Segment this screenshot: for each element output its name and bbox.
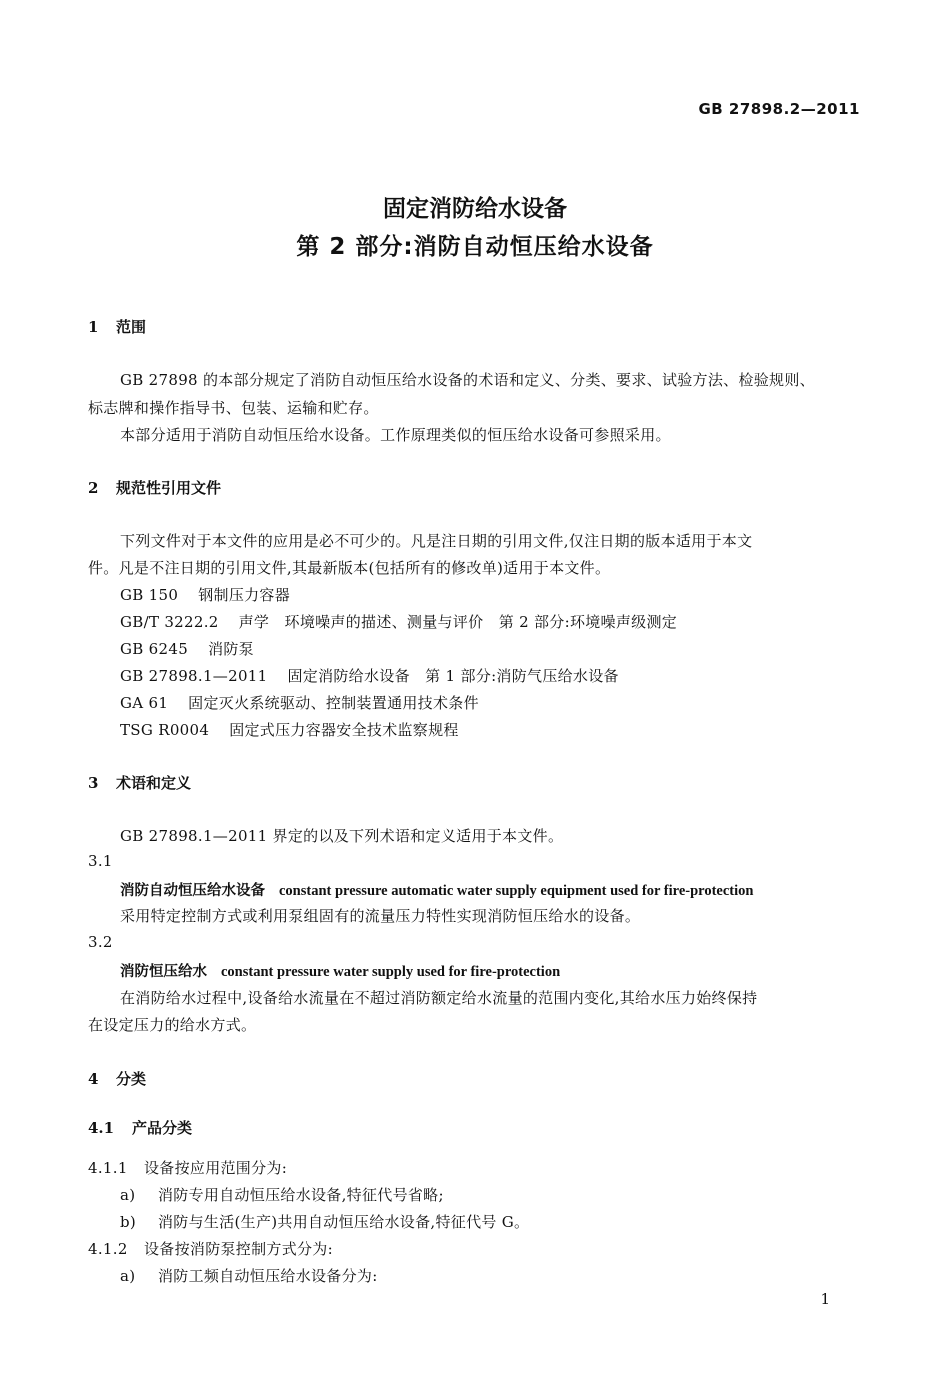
section-title: 范围	[116, 318, 147, 336]
section-1-heading	[88, 316, 146, 337]
term-en: constant pressure water supply used for fire-protection	[221, 964, 561, 980]
list-label: a)	[120, 1186, 136, 1204]
list-label: a)	[120, 1267, 136, 1285]
term-definition-line-1: 在消防给水过程中,设备给水流量在不超过消防额定给水流量的范围内变化,其给水压力始终保持	[120, 989, 758, 1007]
subsection-title: 产品分类	[132, 1119, 193, 1137]
reference-item	[120, 611, 677, 632]
subsection-4-1-heading	[88, 1117, 192, 1138]
list-item	[120, 1211, 529, 1232]
section-1-para-1-line-1: GB 27898 的本部分规定了消防自动恒压给水设备的术语和定义、分类、要求、试验方法、检验规则、	[120, 371, 815, 389]
term-name	[120, 879, 753, 900]
standard-number: GB 27898.2—2011	[698, 100, 860, 118]
list-label: b)	[120, 1213, 137, 1231]
reference-code: GB 27898.1—2011	[120, 667, 268, 685]
reference-code: GB 6245	[120, 640, 189, 658]
term-zh: 消防自动恒压给水设备	[120, 882, 265, 899]
reference-code: GA 61	[120, 694, 169, 712]
section-title: 规范性引用文件	[116, 479, 222, 497]
reference-title: 消防泵	[208, 640, 254, 658]
section-3-intro: GB 27898.1—2011 界定的以及下列术语和定义适用于本文件。	[120, 827, 564, 845]
section-title: 分类	[116, 1070, 147, 1088]
reference-title: 固定消防给水设备 第 1 部分:消防气压给水设备	[287, 667, 619, 685]
reference-title: 声学 环境噪声的描述、测量与评价 第 2 部分:环境噪声级测定	[238, 613, 678, 631]
clause-4-1-1	[88, 1157, 287, 1178]
reference-title: 固定灭火系统驱动、控制装置通用技术条件	[188, 694, 479, 712]
title-line-1: 固定消防给水设备	[383, 196, 567, 222]
list-text: 消防专用自动恒压给水设备,特征代号省略;	[158, 1186, 444, 1204]
clause-number: 4.1.1	[88, 1159, 128, 1177]
list-item	[120, 1265, 378, 1286]
section-2-intro-line-2: 件。凡是不注日期的引用文件,其最新版本(包括所有的修改单)适用于本文件。	[88, 559, 611, 577]
term-name	[120, 960, 560, 981]
clause-4-1-2	[88, 1238, 333, 1259]
reference-code: GB/T 3222.2	[120, 613, 219, 631]
section-number: 3	[88, 774, 99, 792]
page-number: 1	[820, 1290, 830, 1308]
section-2-heading	[88, 477, 221, 498]
term-definition-line-2: 在设定压力的给水方式。	[88, 1016, 257, 1034]
list-text: 消防与生活(生产)共用自动恒压给水设备,特征代号 G。	[158, 1213, 530, 1231]
clause-text: 设备按应用范围分为:	[144, 1159, 288, 1177]
reference-item	[120, 584, 290, 605]
term-number: 3.1	[88, 852, 113, 870]
title-line-2: 第 2 部分:消防自动恒压给水设备	[296, 234, 654, 260]
term-en: constant pressure automatic water supply equipment used for fire-protection	[279, 883, 754, 899]
reference-item	[120, 638, 254, 659]
reference-item	[120, 719, 459, 740]
section-number: 4	[88, 1070, 99, 1088]
section-number: 1	[88, 318, 99, 336]
reference-code: GB 150	[120, 586, 179, 604]
clause-text: 设备按消防泵控制方式分为:	[144, 1240, 333, 1258]
reference-item	[120, 665, 619, 686]
section-number: 2	[88, 479, 99, 497]
term-number: 3.2	[88, 933, 113, 951]
section-1-para-1-line-2: 标志牌和操作指导书、包装、运输和贮存。	[88, 399, 379, 417]
clause-number: 4.1.2	[88, 1240, 128, 1258]
reference-code: TSG R0004	[120, 721, 210, 739]
section-3-heading	[88, 772, 191, 793]
reference-title: 钢制压力容器	[198, 586, 291, 604]
section-1-para-2: 本部分适用于消防自动恒压给水设备。工作原理类似的恒压给水设备可参照采用。	[120, 426, 671, 444]
section-title: 术语和定义	[116, 774, 192, 792]
section-2-intro-line-1: 下列文件对于本文件的应用是必不可少的。凡是注日期的引用文件,仅注日期的版本适用于本文	[120, 532, 753, 550]
term-zh: 消防恒压给水	[120, 963, 207, 980]
subsection-number: 4.1	[88, 1119, 115, 1137]
list-item	[120, 1184, 444, 1205]
list-text: 消防工频自动恒压给水设备分为:	[158, 1267, 378, 1285]
section-4-heading	[88, 1068, 146, 1089]
reference-title: 固定式压力容器安全技术监察规程	[229, 721, 459, 739]
reference-item	[120, 692, 479, 713]
term-definition: 采用特定控制方式或利用泵组固有的流量压力特性实现消防恒压给水的设备。	[120, 907, 641, 925]
